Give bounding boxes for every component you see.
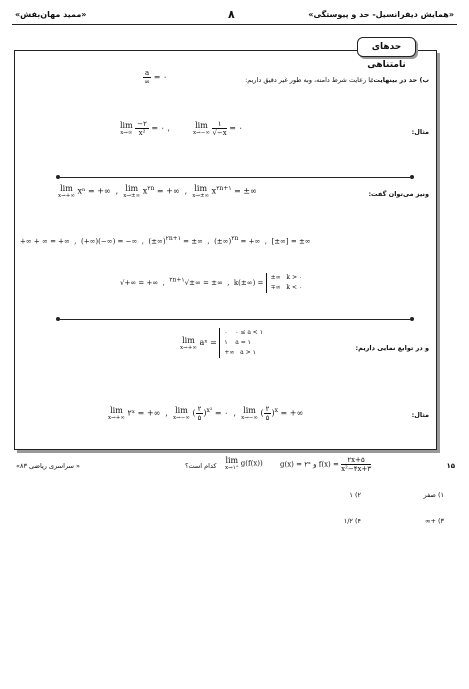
example1-label: مثال: [411,128,429,136]
option-1[interactable]: ۱) صفر [423,491,444,499]
part-b-formula: $\frac{a}{\infty}$ = ۰ [144,69,168,86]
also-rules-2: √+∞ = +∞ , $^{۲n+۱}$√±∞ = ±∞ , k(±∞) = ±∞ k > ۰ ∓∞ k < ۰ [120,274,303,291]
example1-item-a: lim x→−∞ $\frac{۱}{√-x}$ = ۰ [193,120,243,137]
also-rules-1: +∞ + ∞ = +∞ , (+∞)(−∞) = −∞ , (±∞)$^{۲n+۱}$ = ±∞ , (±∞)$^{۲n}$ = +∞ , [±∞] = ±∞ [20,235,311,246]
question-text-end: کدام است؟ [185,462,217,470]
separator-2 [60,319,410,320]
question-functions: g(x) = ۲ˣ و f(x) = $\frac{۲x+۵}{\text{x²−۴x+۳}}$ [280,456,372,473]
question-number: ۱۵ [446,462,455,470]
example1-item-b: lim x→∞ $\frac{-۲}{\text{x²}}$ = ۰ , [120,120,171,137]
part-b-label: ب) حد در بینهایت: [370,76,429,84]
question-source: « سراسری ریاضی ۸۳» [16,462,80,470]
also-limits: lim x→+∞ xⁿ = +∞ , lim x→±∞ $x^{۲n}$ = +∞ , lim x→±∞ $x^{۲n+۱}$ = ±∞ [58,184,257,199]
section-title: حدهای نامتناهی [357,37,416,57]
page-number: ۸ [228,8,235,21]
header-title-right: «همایش دیفرانسیل- حد و پیوستگی» [308,10,454,19]
example2-label: مثال: [411,411,429,419]
question-limit: lim x→۱⁺ g(f(x)) [225,456,263,471]
content-box [14,50,437,450]
option-2[interactable]: ۲) ۱ [349,491,361,499]
header-rule [12,24,457,25]
example2-items: lim x→+∞ ۲ˣ = +∞ , lim x→−∞ ( $\frac{۲}{۵}$ )$^{x^2}$ = ۰ , lim x→−∞ ( $\frac{۲}{۵}$ )$^x$ = +∞ [108,405,304,422]
exponential-label: و در توابع نمایی داریم: [355,344,429,352]
exponential-formula: lim x→+∞ aˣ = ۰ ۰ ≤ a < ۱ ۱ a = ۱ +∞ a > ۱ [180,329,263,356]
separator-1 [60,177,410,178]
option-3[interactable]: ۳) +∞ [425,517,444,525]
part-b-text: با رعایت شرط دامنه، وبه طور غیر دقیق داریم: [245,76,372,84]
option-4[interactable]: ۴) ۱/۲ [343,517,361,525]
header-author: «ممید مهان‌بفش» [15,10,87,19]
also-label: ونیز می‌توان گفت: [368,190,429,198]
